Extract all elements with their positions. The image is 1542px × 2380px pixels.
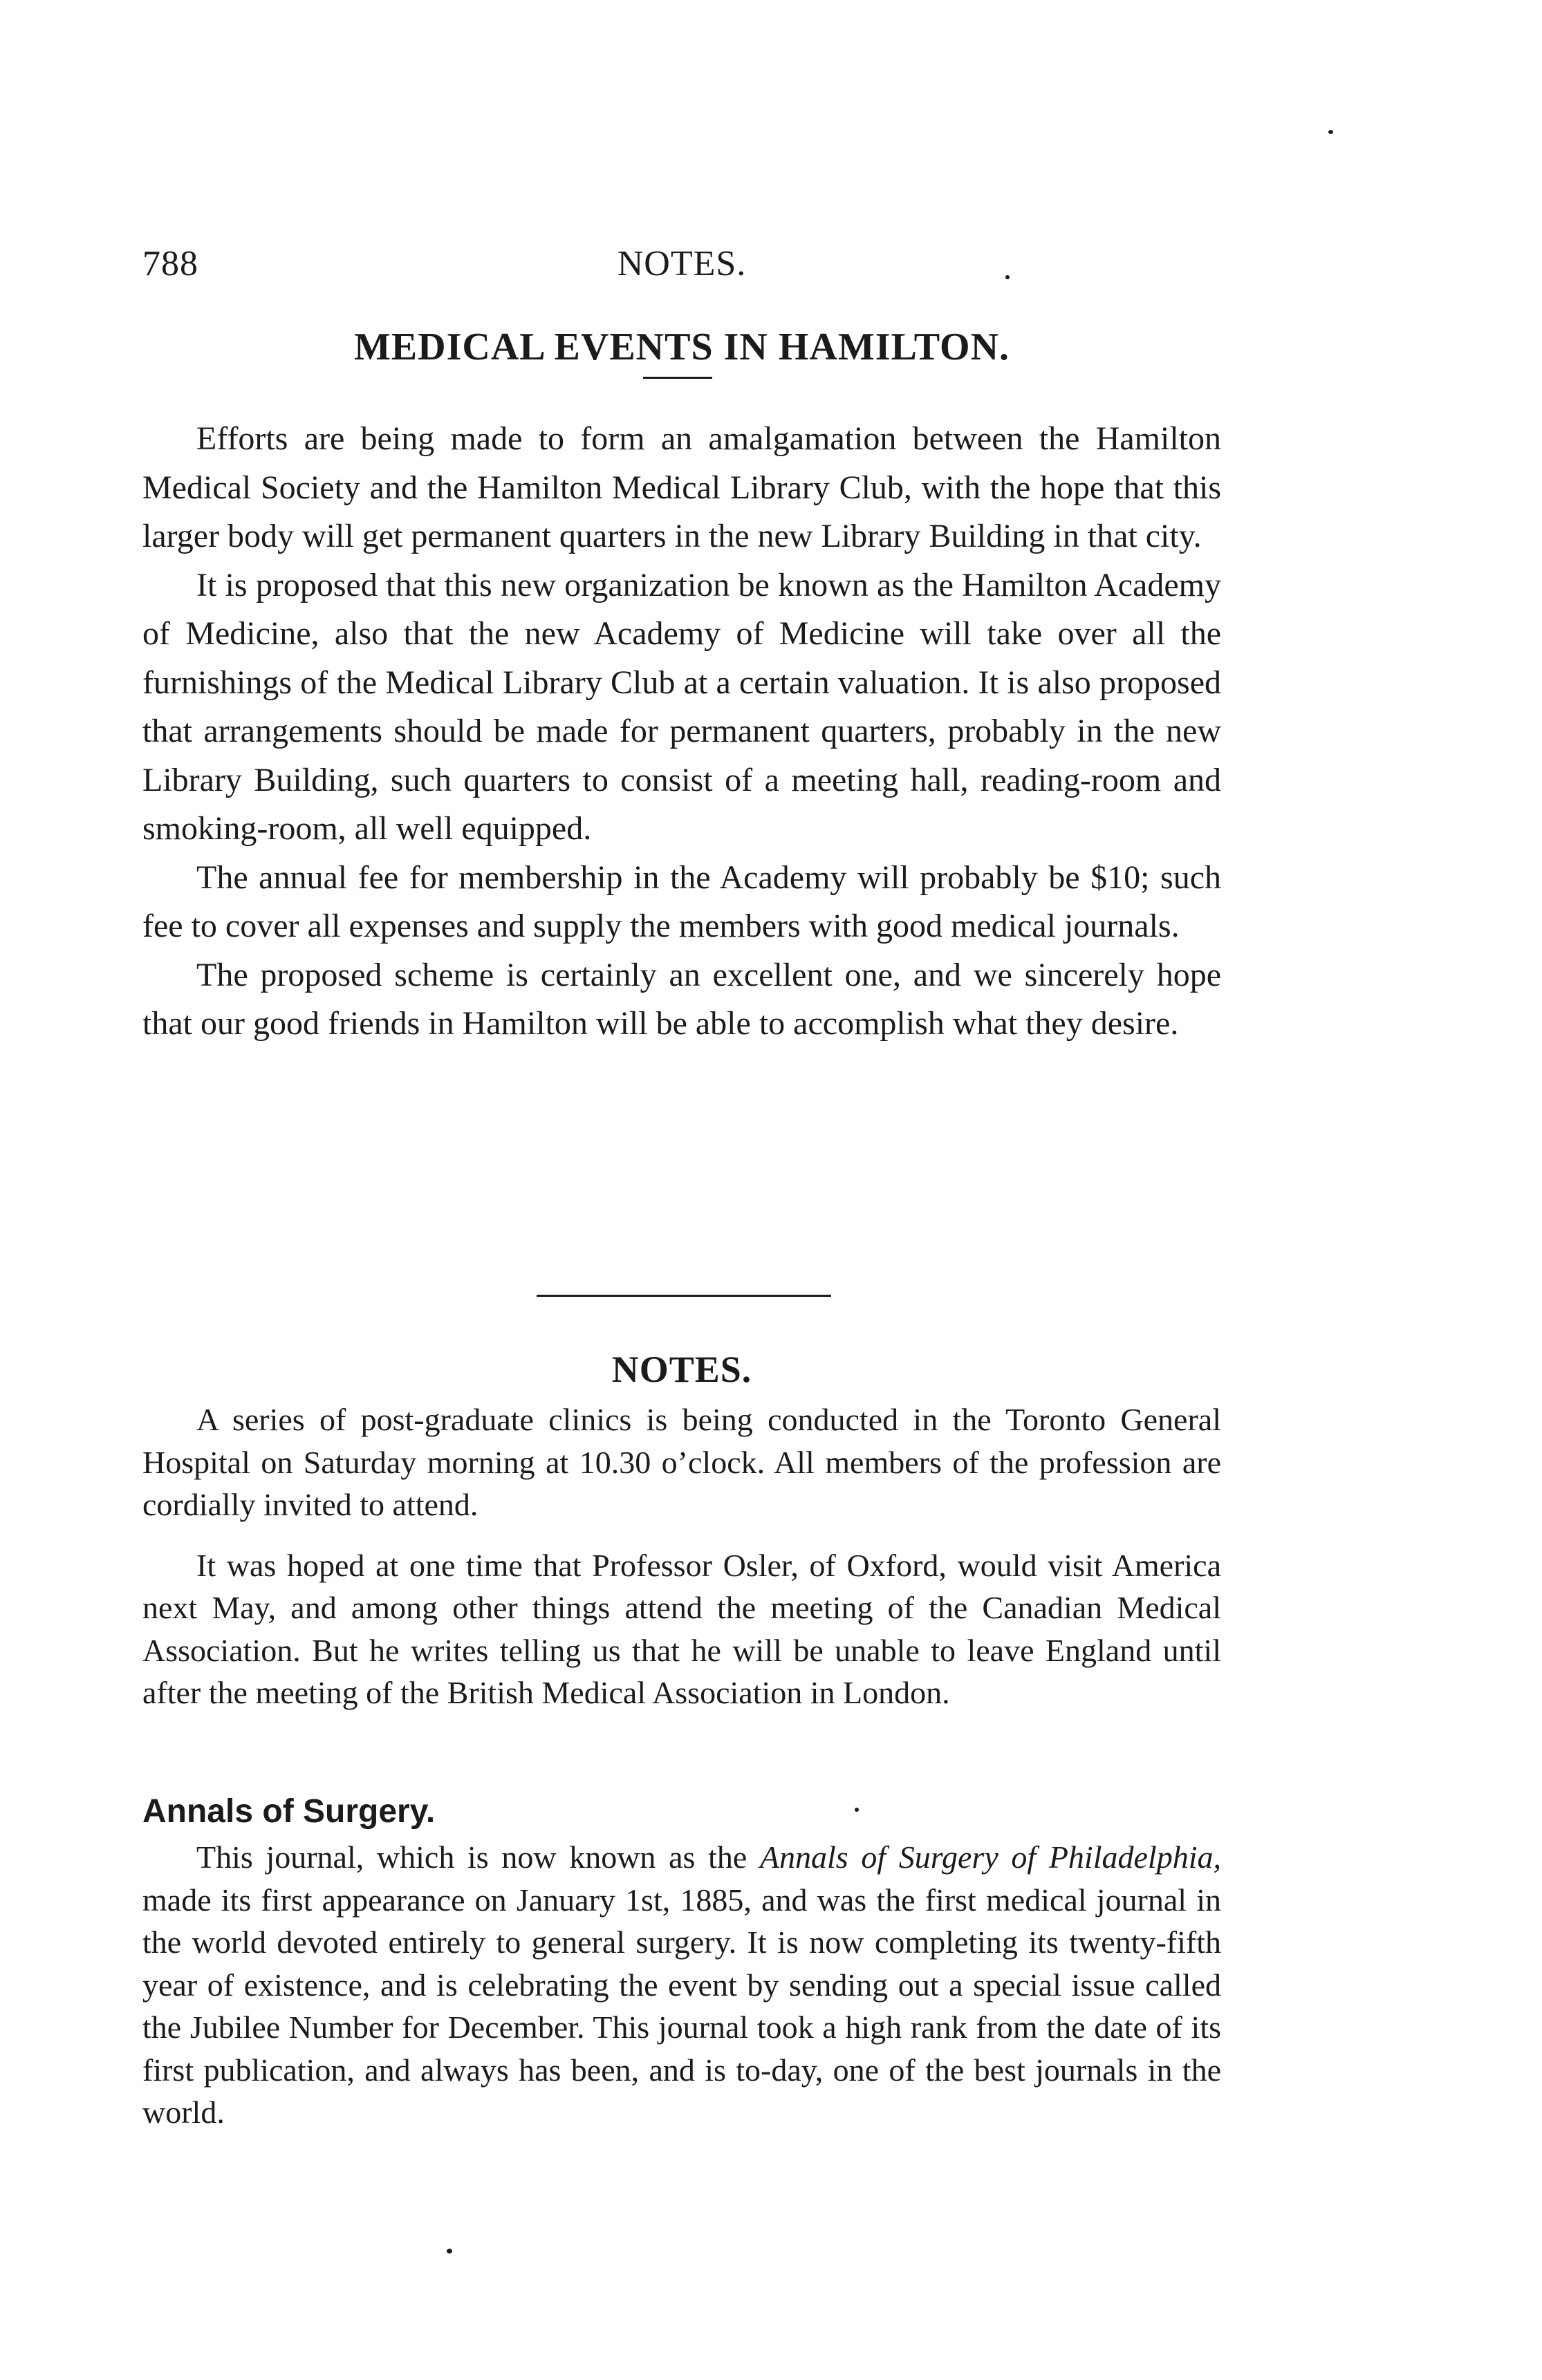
- annals-paragraph: [142, 1836, 1221, 2134]
- annals-text-rest: made its first appearance on January 1st, 1885, and was the first medical journal in the world devoted entirely to general surgery. It is now completing its twenty-fifth year of existence, and is celebrating the event by sending out a special issue called the Jubilee Number for December. This journal took a high rank from the date of its first publication, and always has been, and is to-day, one of the best journals in the world.: [142, 1882, 1221, 2130]
- annals-text-lead: This journal, which is now known as the: [196, 1839, 760, 1875]
- page-number: 788: [142, 244, 198, 283]
- running-title: NOTES.: [617, 244, 747, 283]
- note-paragraph: A series of post-graduate clinics is being conducted in the Toronto General Hospital on Saturday morning at 10.30 o’clock. All members of the profession are cordially invited to attend.: [142, 1402, 1221, 1522]
- notes-title: NOTES.: [611, 1349, 752, 1390]
- running-head: [142, 243, 1221, 292]
- article-title: MEDICAL EVENTS IN HAMILTON.: [353, 326, 1010, 368]
- title-rule: [643, 377, 712, 379]
- article-body: [142, 415, 1221, 1049]
- print-speck: [447, 2249, 452, 2253]
- annals-body: [142, 1836, 1221, 2134]
- article-paragraph: It is proposed that this new organization be known as the Hamilton Academy of Medicine, also that the new Academy of Medicine will take over all the furnishings of the Medical Library Club at a certain valuation. It is also proposed that arrangements should be made for permanent quarters, probably in the new Library Building, such quarters to consist of a meeting hall, reading-room and smoking-room, all well equipped.: [142, 566, 1221, 847]
- article-paragraph: Efforts are being made to form an amalgamation between the Hamilton Medical Society and the Hamilton Medical Library Club, with the hope that this larger body will get permanent quarters in the new Library Building in that city.: [142, 420, 1221, 554]
- section-divider: [537, 1295, 831, 1297]
- annals-heading: Annals of Surgery.: [142, 1793, 436, 1830]
- annals-journal-title: Annals of Surgery of Philadelphia,: [759, 1839, 1221, 1875]
- print-speck: [855, 1808, 859, 1812]
- print-speck: [1005, 275, 1010, 279]
- print-speck: [1328, 130, 1333, 134]
- note-paragraph: It was hoped at one time that Professor Osler, of Oxford, would visit America next May, and among other things attend the meeting of the Canadian Medical Association. But he writes telling us that he will be unable to leave England until after the meeting of the British Medical Association in London.: [142, 1547, 1221, 1710]
- article-paragraph: The proposed scheme is certainly an excellent one, and we sincerely hope that our good friends in Hamilton will be able to accomplish what they desire.: [142, 956, 1221, 1042]
- article-paragraph: The annual fee for membership in the Academy will probably be $10; such fee to cover all expenses and supply the members with good medical journals.: [142, 859, 1221, 944]
- notes-body: [142, 1398, 1221, 1714]
